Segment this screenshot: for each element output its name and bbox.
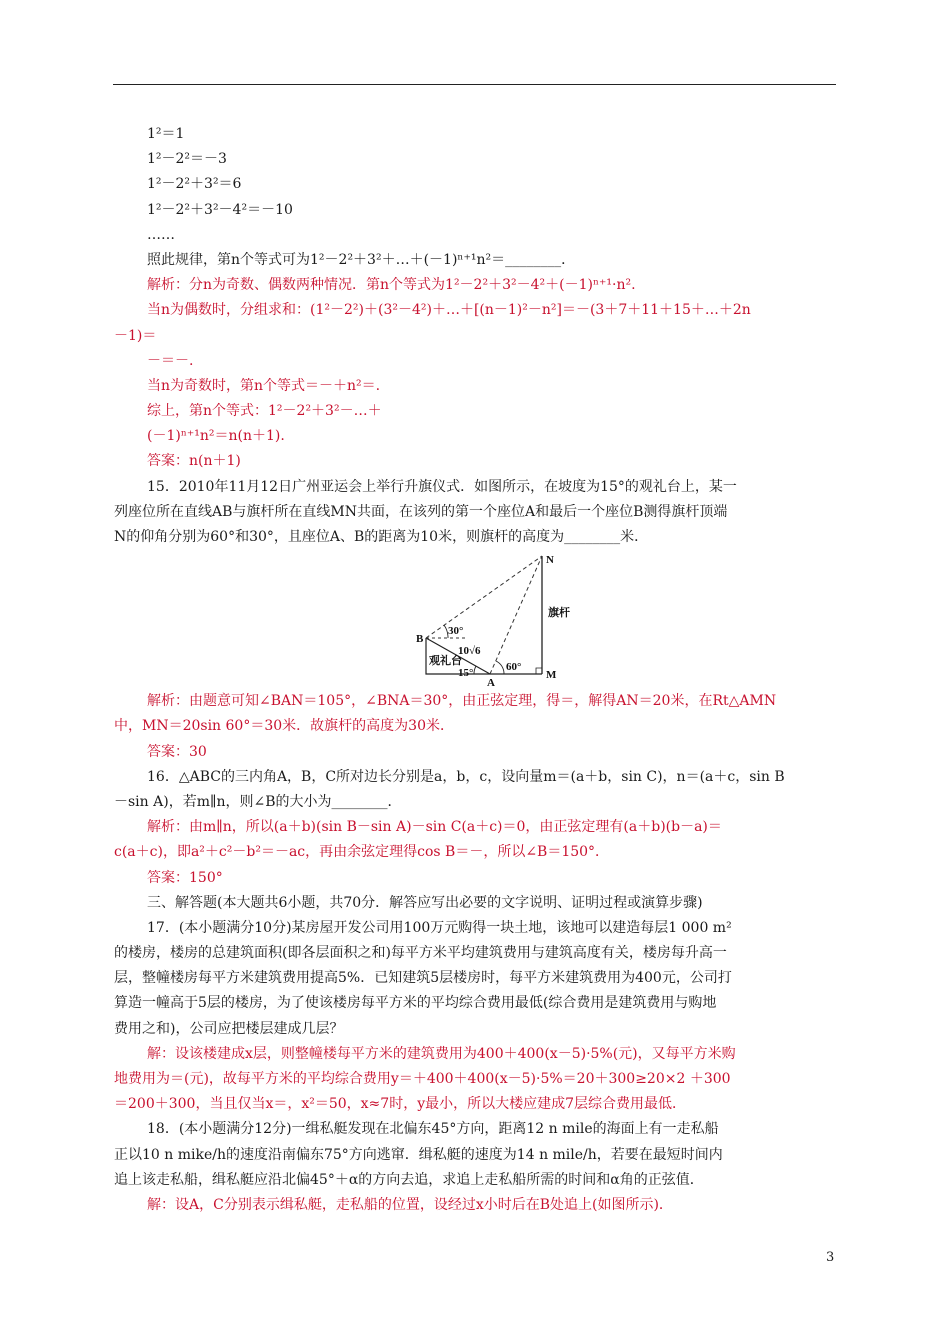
solution-line: 地费用为＝(元)，故每平方米的平均综合费用y＝＋400＋400(x－5)·5%＝20＋300≥20×2 ＋300 bbox=[114, 1071, 731, 1087]
document-body bbox=[114, 122, 836, 1218]
text-line: －sin A)，若m∥n，则∠B的大小为________． bbox=[114, 793, 402, 810]
solution-line: －＝－. bbox=[147, 352, 194, 369]
right-angle-mark bbox=[536, 668, 542, 674]
solution-line: c(a＋c)，即a²＋c²－b²＝－ac，再由余弦定理得cos B＝－，所以∠B＝150°． bbox=[114, 844, 610, 861]
solution-line: 答案：30 bbox=[147, 743, 207, 760]
solution-line: 解析：分n为奇数、偶数两种情况．第n个等式为1²－2²＋3²－4²＋(－1)ⁿ⁺¹·n². bbox=[147, 277, 636, 294]
label-b: B bbox=[416, 633, 424, 646]
solution-line: 解析：由m∥n，所以(a＋b)(sin B－sin A)－sin C(a＋c)＝0，由正弦定理有(a＋b)(b－a)＝ bbox=[147, 819, 722, 836]
solution-line: 解：设A，C分别表示缉私艇，走私船的位置，设经过x小时后在B处追上(如图所示)． bbox=[147, 1196, 673, 1213]
text-line: …… bbox=[147, 226, 175, 243]
sightline-a-n bbox=[490, 556, 542, 674]
label-distance: 10√6 bbox=[458, 645, 481, 658]
arc-60 bbox=[496, 661, 504, 674]
label-angle-15: 15° bbox=[458, 667, 474, 680]
solution-line: 中，MN＝20sin 60°＝30米．故旗杆的高度为30米． bbox=[114, 718, 454, 735]
flagpole-diagram bbox=[416, 550, 588, 690]
solution-line: 当n为奇数时，第n个等式＝－＋n²＝. bbox=[147, 377, 381, 394]
text-line: 1²－2²＝－3 bbox=[147, 151, 227, 168]
arc-15 bbox=[474, 666, 476, 674]
solution-line: 解：设该楼建成x层，则整幢楼每平方米的建筑费用为400＋400(x－5)·5%(元)，又每平方米购 bbox=[147, 1045, 736, 1062]
text-line: 17．(本小题满分10分)某房屋开发公司用100万元购得一块土地，该地可以建造每层1 000 m² bbox=[147, 919, 732, 936]
text-line: 15．2010年11月12日广州亚运会上举行升旗仪式．如图所示，在坡度为15°的观礼台上，某一 bbox=[147, 478, 737, 495]
text-line: 18．(本小题满分12分)一缉私艇发现在北偏东45°方向，距离12 n mile的海面上有一走私船 bbox=[147, 1121, 719, 1138]
text-line: 追上该走私船，缉私艇应沿北偏45°＋α的方向去追，求追上走私船所需的时间和α角的正弦值． bbox=[114, 1171, 704, 1188]
label-angle-30: 30° bbox=[448, 625, 464, 638]
sightline-b-n bbox=[426, 556, 542, 638]
label-a: A bbox=[487, 677, 495, 690]
solution-line: (－1)ⁿ⁺¹n²＝n(n＋1). bbox=[147, 428, 285, 445]
solution-line: 解析：由题意可知∠BAN＝105°，∠BNA＝30°，由正弦定理，得＝，解得AN＝20米，在Rt△AMN bbox=[147, 693, 777, 710]
text-line: 三、解答题(本大题共6小题，共70分．解答应写出必要的文字说明、证明过程或演算步骤) bbox=[147, 894, 703, 911]
page-number: 3 bbox=[826, 1250, 835, 1265]
text-line: 1²－2²＋3²＝6 bbox=[147, 176, 242, 193]
text-line: 照此规律，第n个等式可为1²－2²＋3²＋…＋(－1)ⁿ⁺¹n²＝________． bbox=[147, 251, 576, 268]
label-m: M bbox=[546, 669, 557, 682]
text-line: 列座位所在直线AB与旗杆所在直线MN共面，在该列的第一个座位A和最后一个座位B测得旗杆顶端 bbox=[114, 503, 728, 520]
header-rule bbox=[113, 84, 836, 85]
label-pole: 旗杆 bbox=[548, 607, 570, 620]
solution-line: 答案：150° bbox=[147, 869, 223, 886]
text-line: 正以10 n mike/h的速度沿南偏东75°方向逃窜．缉私艇的速度为14 n mile/h，若要在最短时间内 bbox=[114, 1146, 723, 1163]
text-line: 算造一幢高于5层的楼房，为了使该楼房每平方米的平均综合费用最低(综合费用是建筑费用与购地 bbox=[114, 995, 717, 1012]
solution-line: 当n为偶数时，分组求和：(1²－2²)＋(3²－4²)＋…＋[(n－1)²－n²]＝－(3＋7＋11＋15＋…＋2n bbox=[147, 302, 751, 319]
text-line: 层，整幢楼房每平方米建筑费用提高5%．已知建筑5层楼房时，每平方米建筑费用为400元，公司打 bbox=[114, 970, 732, 987]
text-line: 费用之和)，公司应把楼层建成几层？ bbox=[114, 1020, 344, 1037]
text-line: 1²＝1 bbox=[147, 126, 185, 142]
solution-line: －1)＝ bbox=[114, 327, 157, 344]
text-line: 1²－2²＋3²－4²＝－10 bbox=[147, 201, 293, 218]
text-line: 16．△ABC的三内角A，B，C所对边长分别是a，b，c，设向量m＝(a＋b，sin C)，n＝(a＋c，sin B bbox=[147, 768, 785, 785]
text-line: 的楼房，楼房的总建筑面积(即各层面积之和)每平方米平均建筑费用与建筑高度有关，楼房每升高一 bbox=[114, 945, 727, 962]
solution-line: 答案：n(n＋1) bbox=[147, 453, 241, 470]
label-stand: 观礼台 bbox=[429, 655, 462, 668]
label-n: N bbox=[546, 554, 554, 567]
text-line: N的仰角分别为60°和30°，且座位A、B的距离为10米，则旗杆的高度为________米． bbox=[114, 529, 649, 545]
label-angle-60: 60° bbox=[506, 661, 522, 674]
flagpole-figure bbox=[114, 550, 836, 689]
solution-line: ＝200＋300，当且仅当x＝，x²＝50，x≈7时，y最小，所以大楼应建成7层综合费用最低． bbox=[114, 1096, 687, 1113]
solution-line: 综上，第n个等式：1²－2²＋3²－…＋ bbox=[147, 403, 382, 420]
